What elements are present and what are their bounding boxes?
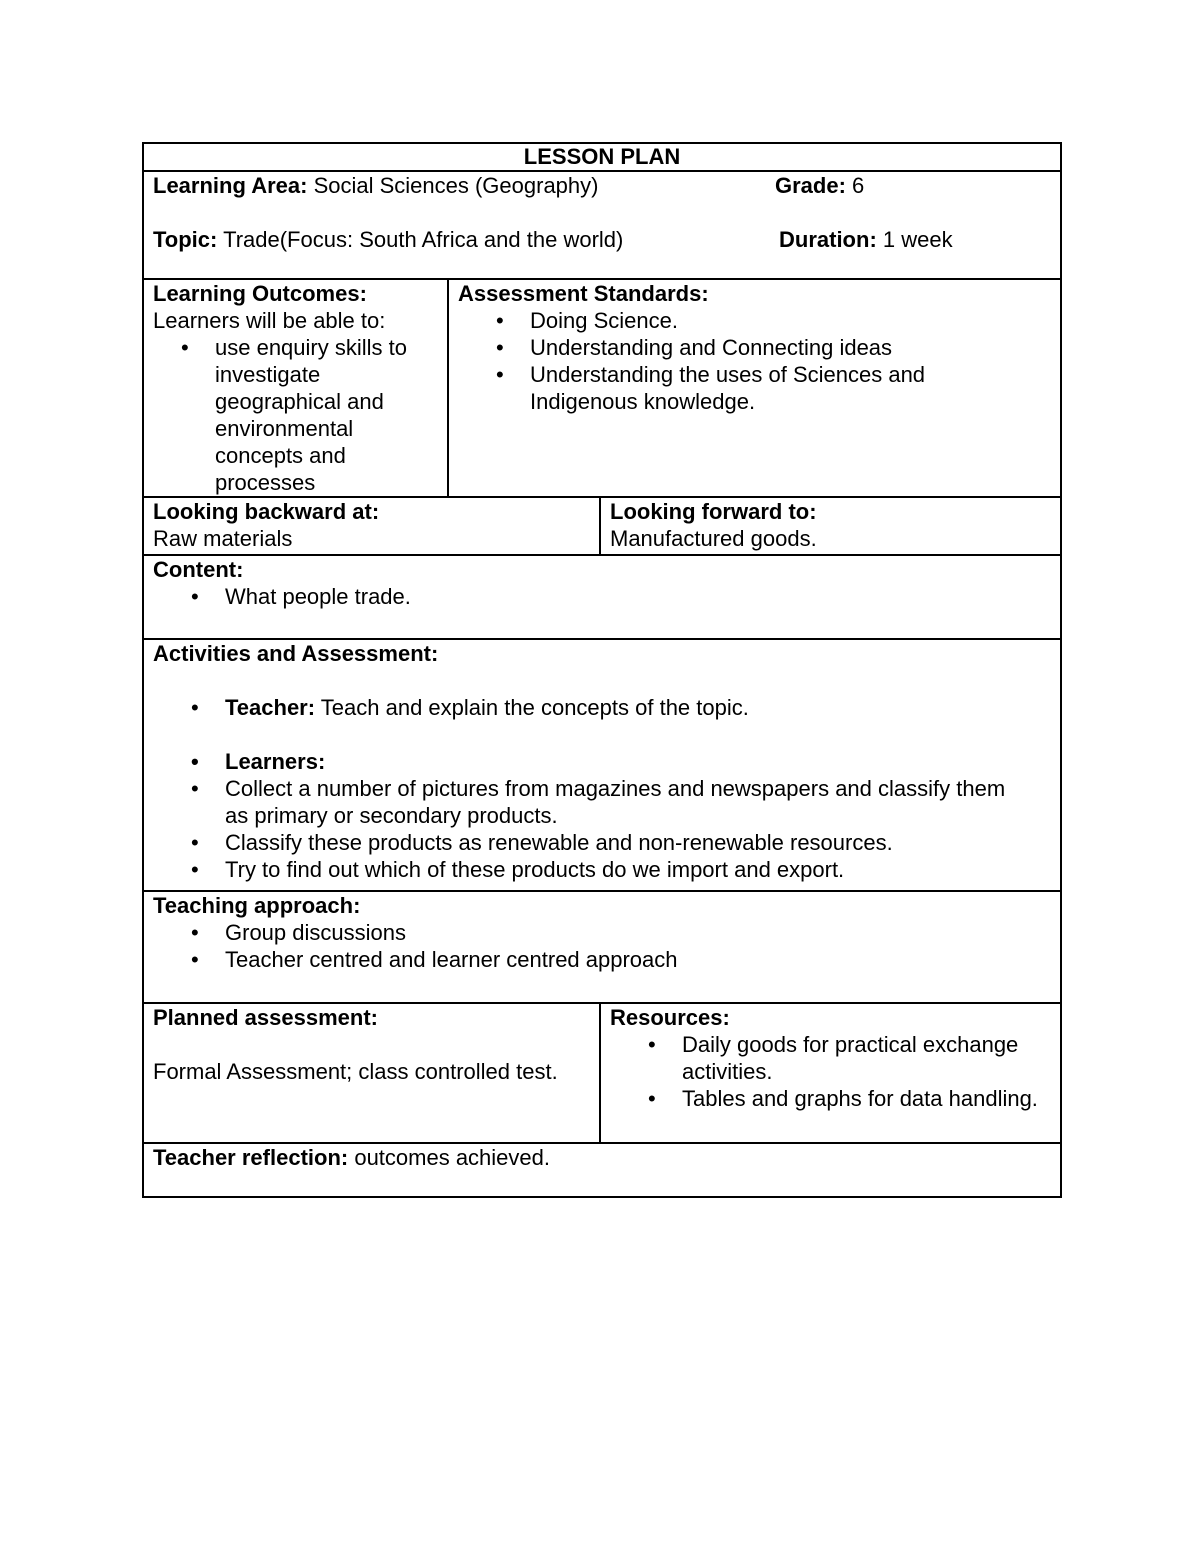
activities-cell	[143, 639, 1061, 891]
activity-learners: • Learners:	[225, 748, 1011, 775]
looking-backward-cell	[143, 497, 600, 555]
teaching-approach-cell	[143, 891, 1061, 1003]
looking-forward-cell	[600, 497, 1061, 555]
planned-assessment-label: Planned assessment:	[153, 1005, 378, 1030]
standard-item: • Understanding and Connecting ideas	[530, 334, 991, 361]
approach-item: • Teacher centred and learner centred approach	[225, 946, 1051, 973]
resource-item: • Daily goods for practical exchange activities.	[682, 1031, 1047, 1085]
assessment-standards-label: Assessment Standards:	[458, 281, 709, 306]
lesson-plan-table	[142, 142, 1062, 1198]
resources-label: Resources:	[610, 1005, 730, 1030]
planned-assessment-cell	[143, 1003, 600, 1143]
looking-forward-label: Looking forward to:	[610, 499, 817, 524]
grade: Grade: 6	[775, 173, 865, 198]
assessment-standards-cell	[448, 279, 1061, 497]
teacher-reflection-cell	[143, 1143, 1061, 1197]
looking-backward-label: Looking backward at:	[153, 499, 380, 524]
topic-row	[153, 226, 1051, 253]
topic: Topic: Trade(Focus: South Africa and the world)	[153, 227, 624, 252]
standard-item: • Doing Science.	[530, 307, 991, 334]
looking-forward-value: Manufactured goods.	[610, 526, 817, 551]
approach-item: • Group discussions	[225, 919, 1051, 946]
lesson-plan-document	[142, 142, 1060, 1198]
planned-assessment-value: Formal Assessment; class controlled test.	[153, 1059, 558, 1084]
looking-backward-value: Raw materials	[153, 526, 293, 551]
teaching-approach-label: Teaching approach:	[153, 893, 361, 918]
learning-outcomes-label: Learning Outcomes:	[153, 281, 367, 306]
content-cell	[143, 555, 1061, 639]
outcome-item: • use enquiry skills to investigate geographical and environmental concepts and processes	[215, 334, 430, 496]
standard-item: • Understanding the uses of Sciences and Indigenous knowledge.	[530, 361, 991, 415]
content-label: Content:	[153, 557, 244, 582]
learning-outcomes-intro: Learners will be able to:	[153, 308, 386, 333]
content-item: • What people trade.	[225, 583, 1051, 610]
activity-item: • Classify these products as renewable and non-renewable resources.	[225, 829, 1011, 856]
activity-item: • Try to find out which of these products do we import and export.	[225, 856, 1011, 883]
activity-teacher: • Teacher: Teach and explain the concepts of the topic.	[225, 694, 1011, 721]
teacher-reflection-value: outcomes achieved.	[348, 1145, 550, 1170]
learning-area-row	[153, 172, 1051, 199]
teacher-reflection-label: Teacher reflection:	[153, 1145, 349, 1170]
activity-item: • Collect a number of pictures from magazines and newspapers and classify them as primary or secondary products.	[225, 775, 1011, 829]
header-cell	[143, 171, 1061, 279]
duration: Duration: 1 week	[779, 227, 953, 252]
learning-area: Learning Area: Social Sciences (Geography)	[153, 173, 599, 198]
activities-label: Activities and Assessment:	[153, 641, 439, 666]
document-title: LESSON PLAN	[143, 143, 1061, 171]
resources-cell	[600, 1003, 1061, 1143]
learning-outcomes-cell	[143, 279, 448, 497]
resource-item: • Tables and graphs for data handling.	[682, 1085, 1047, 1112]
